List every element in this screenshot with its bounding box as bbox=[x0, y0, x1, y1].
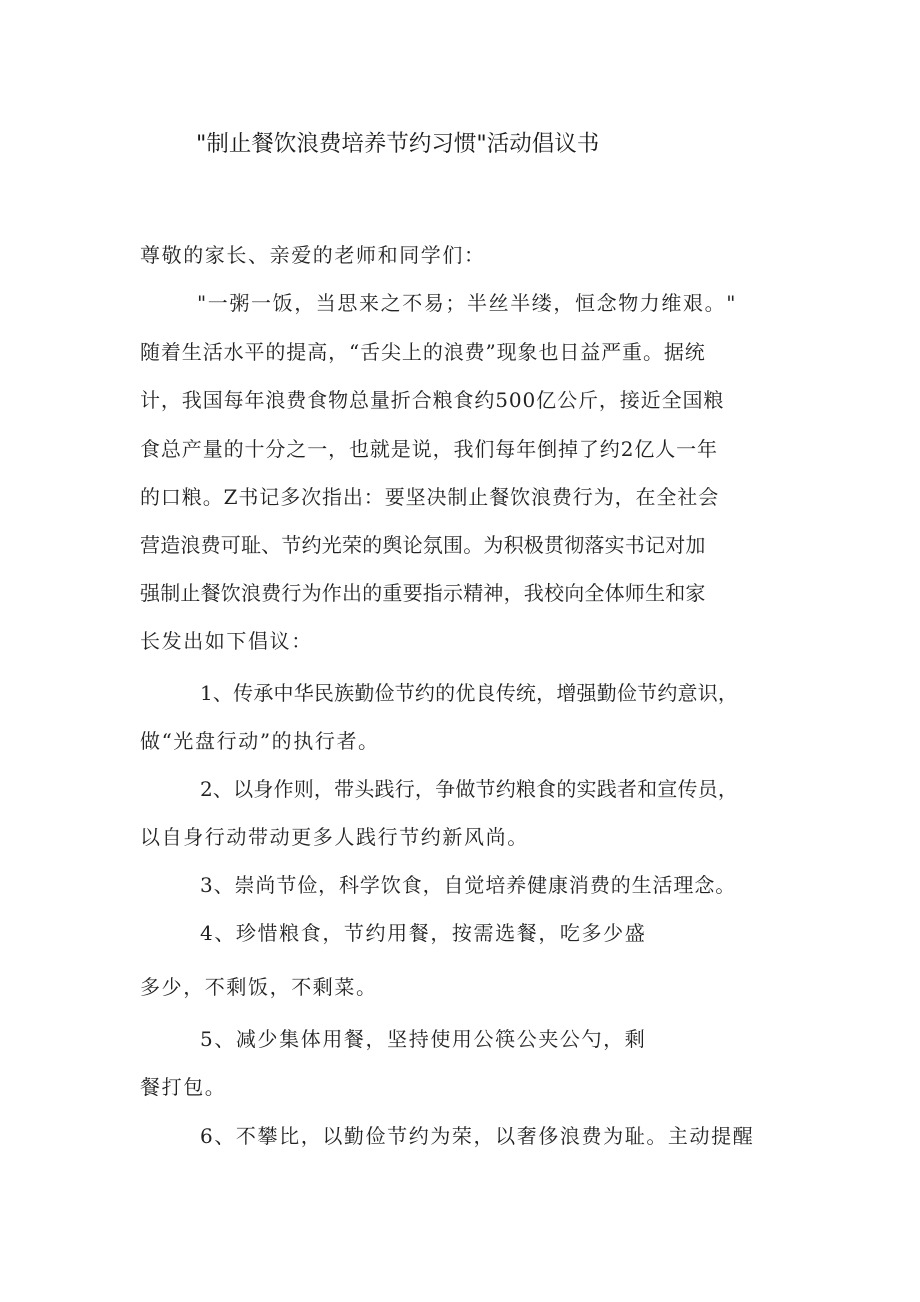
proposal-item-3: 3、崇尚节俭，科学饮食，自觉培养健康消费的生活理念。 bbox=[200, 873, 737, 897]
proposal-item-1: 1、传承中华民族勤俭节约的优良传统，增强勤俭节约意识， bbox=[200, 681, 739, 705]
proposal-item-5-cont: 餐打包。 bbox=[140, 1075, 227, 1099]
body-line: 营造浪费可耻、节约光荣的舆论氛围。为积极贯彻落实书记对加 bbox=[140, 533, 706, 557]
proposal-item-2-cont: 以自身行动带动更多人践行节约新风尚。 bbox=[140, 825, 529, 849]
proposal-item-2: 2、以身作则，带头践行，争做节约粮食的实践者和宣传员， bbox=[200, 777, 739, 801]
document-title: "制止餐饮浪费培养节约习惯"活动倡议书 bbox=[196, 131, 600, 157]
body-line: 食总产量的十分之一，也就是说，我们每年倒掉了约2亿人一年 bbox=[140, 437, 718, 461]
body-line: "一粥一饭，当思来之不易；半丝半缕，恒念物力维艰。" bbox=[197, 291, 737, 315]
body-line: 长发出如下倡议： bbox=[140, 629, 313, 653]
proposal-item-5: 5、减少集体用餐，坚持使用公筷公夹公勺，剩 bbox=[200, 1027, 647, 1051]
proposal-item-4-cont: 多少，不剩饭，不剩菜。 bbox=[140, 975, 378, 999]
proposal-item-1-cont: 做“光盘行动”的执行者。 bbox=[140, 729, 380, 753]
body-line: 随着生活水平的提高，“舌尖上的浪费”现象也日益严重。据统 bbox=[140, 340, 706, 364]
proposal-item-6: 6、不攀比，以勤俭节约为荣，以奢侈浪费为耻。主动提醒 bbox=[200, 1124, 755, 1148]
proposal-item-4: 4、珍惜粮食，节约用餐，按需选餐，吃多少盛 bbox=[200, 921, 647, 945]
body-line: 计，我国每年浪费食物总量折合粮食约500亿公斤，接近全国粮 bbox=[140, 388, 725, 412]
body-line: 的口粮。Z书记多次指出：要坚决制止餐饮浪费行为，在全社会 bbox=[140, 485, 720, 509]
salutation-line: 尊敬的家长、亲爱的老师和同学们： bbox=[140, 243, 486, 267]
body-line: 强制止餐饮浪费行为作出的重要指示精神，我校向全体师生和家 bbox=[140, 581, 706, 605]
